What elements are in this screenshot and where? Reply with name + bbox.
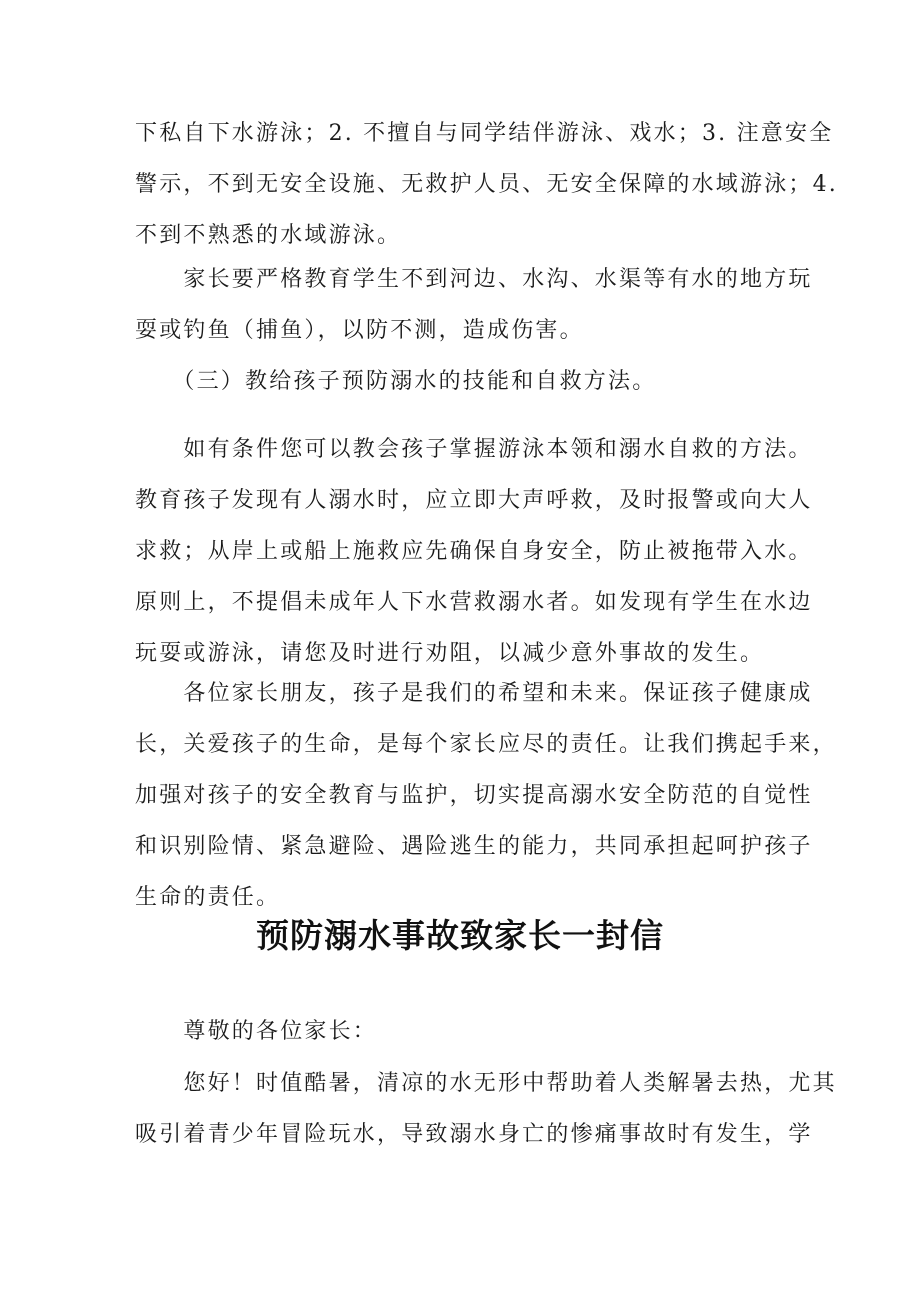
text-line: 警示，不到无安全设施、无救护人员、无安全保障的水域游泳；4. — [135, 172, 838, 197]
text-line: 耍或钓鱼（捕鱼），以防不测，造成伤害。 — [135, 318, 584, 343]
paragraph-greeting — [135, 1058, 837, 1160]
text-line: 求救；从岸上或船上施救应先确保自身安全，防止被拖带入水。 — [135, 539, 813, 564]
section-heading-three — [135, 356, 795, 407]
text-line: 您好！时值酷暑，清凉的水无形中帮助着人类解暑去热，尤其 — [135, 1071, 837, 1096]
text-line: 长，关爱孩子的生命，是每个家长应尽的责任。让我们携起手来， — [135, 732, 837, 757]
text-line: 吸引着青少年冒险玩水，导致溺水身亡的惨痛事故时有发生，学 — [135, 1122, 813, 1147]
text-line: 下私自下水游泳；2. 不擅自与同学结伴游泳、戏水；3. 注意安全 — [135, 121, 834, 146]
text-line: 尊敬的各位家长： — [135, 1019, 378, 1044]
text-line: 家长要严格教育学生不到河边、水沟、水渠等有水的地方玩 — [135, 267, 813, 292]
paragraph-closing-appeal — [135, 668, 837, 923]
text-line: 生命的责任。 — [135, 885, 281, 910]
paragraph-self-rescue — [135, 424, 813, 679]
text-line: 各位家长朋友，孩子是我们的希望和未来。保证孩子健康成 — [135, 681, 813, 706]
text-line: 加强对孩子的安全教育与监护，切实提高溺水安全防范的自觉性 — [135, 783, 813, 808]
text-line: 不到不熟悉的水域游泳。 — [135, 223, 402, 248]
text-line: 玩耍或游泳，请您及时进行劝阻，以减少意外事故的发生。 — [135, 641, 765, 666]
text-line: 和识别险情、紧急避险、遇险逃生的能力，共同承担起呵护孩子 — [135, 834, 813, 859]
text-line: 教育孩子发现有人溺水时，应立即大声呼救，及时报警或向大人 — [135, 488, 813, 513]
text-line: 如有条件您可以教会孩子掌握游泳本领和溺水自救的方法。 — [135, 437, 813, 462]
text-line: （三）教给孩子预防溺水的技能和自救方法。 — [135, 369, 657, 394]
paragraph-safety-rules — [135, 108, 838, 261]
paragraph-parent-education — [135, 254, 813, 356]
text-line: 原则上，不提倡未成年人下水营救溺水者。如发现有学生在水边 — [135, 590, 813, 615]
letter-title: 预防溺水事故致家长一封信 — [256, 916, 664, 955]
letter-salutation — [135, 1006, 795, 1057]
